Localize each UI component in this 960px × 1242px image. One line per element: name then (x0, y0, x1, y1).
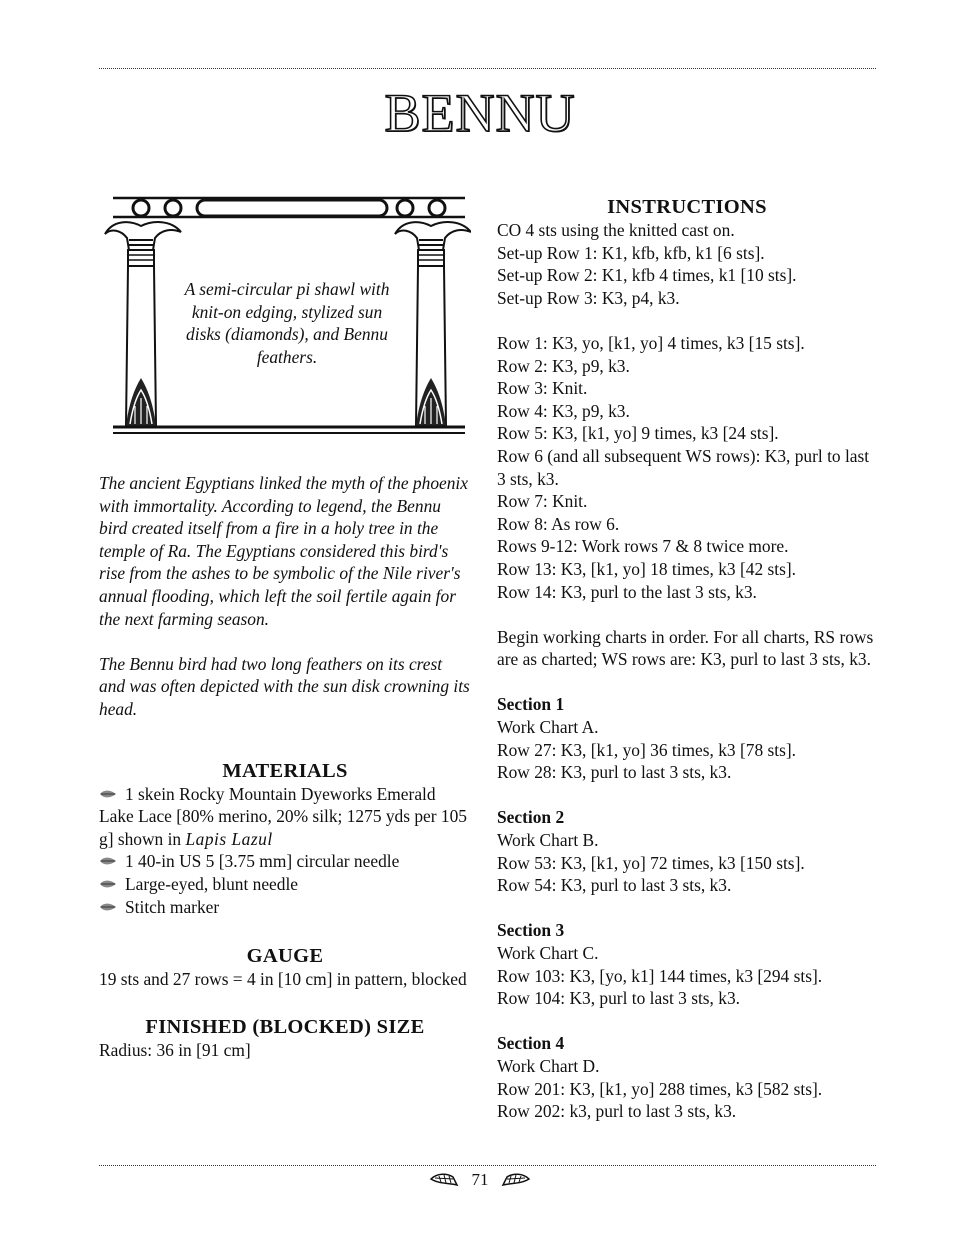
row-line: Row 7: Knit. (497, 491, 588, 512)
intro-paragraph-2: The Bennu bird had two long feathers on its crest and was often depicted with the sun disk crowning its head. (99, 653, 470, 719)
instructions-heading: INSTRUCTIONS (607, 196, 767, 218)
page-title: BENNU (384, 83, 576, 143)
row-line: Row 13: K3, [k1, yo] 18 times, k3 [42 sts]. (497, 558, 797, 579)
feather-bullet-icon (99, 902, 117, 912)
intro-paragraph-1: The ancient Egyptians linked the myth of the phoenix with immortality. According to legend, the Bennu bird created itself from a fire in a holy tree in the temple of Ra. The Egyptians considered this bird's rise from the ashes to be symbolic of the Nile river's annual flooding, which left the soil fertile again for the next farming season. (99, 473, 468, 629)
row-line: Row 14: K3, purl to the last 3 sts, k3. (497, 581, 757, 602)
materials-list (99, 783, 471, 919)
materials-item-text: Stitch marker (125, 896, 220, 917)
section-title: Section 3 (497, 920, 565, 941)
section-title: Section 2 (497, 807, 565, 828)
section-line: Work Chart C. (497, 943, 599, 963)
section-line: Row 53: K3, [k1, yo] 72 times, k3 [150 sts]. (497, 852, 805, 873)
row-line: Row 4: K3, p9, k3. (497, 400, 630, 421)
feather-bullet-icon (99, 879, 117, 889)
gauge-heading: GAUGE (246, 945, 324, 968)
section-line: Row 54: K3, purl to last 3 sts, k3. (497, 875, 732, 896)
setup-line: Set-up Row 3: K3, p4, k3. (497, 287, 680, 308)
section-line: Work Chart B. (497, 830, 599, 851)
materials-item-text: 1 40-in US 5 [3.75 mm] circular needle (125, 851, 400, 872)
materials-colorway: Lapis Lazul (185, 828, 273, 849)
setup-line: CO 4 sts using the knitted cast on. (497, 220, 735, 240)
section-line: Row 103: K3, [yo, k1] 144 times, k3 [294 sts]. (497, 965, 823, 986)
section-title: Section 1 (497, 694, 565, 715)
top-dotted-rule (99, 68, 876, 69)
materials-item (99, 896, 471, 919)
charts-note: Begin working charts in order. For all charts, RS rows are as charted; WS rows are: K3, purl to last 3 sts, k3. (497, 626, 874, 670)
materials-item (99, 783, 471, 851)
row-line: Row 5: K3, [k1, yo] 9 times, k3 [24 sts]. (497, 423, 779, 444)
section-title: Section 4 (497, 1033, 565, 1054)
right-column (497, 195, 877, 1123)
row-line: Row 8: As row 6. (497, 513, 620, 534)
frame-caption: A semi-circular pi shawl with knit-on edging, stylized sun disks (diamonds), and Bennu feathers. (184, 279, 390, 367)
row-line: Row 6 (and all subsequent WS rows): K3, purl to last 3 sts, k3. (497, 445, 870, 489)
section-line: Row 201: K3, [k1, yo] 288 times, k3 [582 sts]. (497, 1078, 823, 1099)
size-text: Radius: 36 in [91 cm] (99, 1039, 251, 1060)
materials-heading: MATERIALS (222, 759, 348, 782)
setup-line: Set-up Row 2: K1, kfb 4 times, k1 [10 sts]. (497, 265, 797, 286)
section-line: Row 202: k3, purl to last 3 sts, k3. (497, 1101, 737, 1122)
egyptian-columns-frame (99, 192, 471, 436)
section-line: Row 27: K3, [k1, yo] 36 times, k3 [78 sts]. (497, 739, 797, 760)
bottom-dotted-rule (99, 1165, 876, 1166)
materials-item-text: Large-eyed, blunt needle (125, 873, 299, 894)
materials-item (99, 850, 471, 873)
row-line: Row 1: K3, yo, [k1, yo] 4 times, k3 [15 sts]. (497, 332, 805, 353)
left-column (99, 192, 471, 1061)
row-line: Row 3: Knit. (497, 378, 588, 399)
page-number: 71 (471, 1170, 489, 1189)
feather-bullet-icon (99, 789, 117, 799)
size-heading: FINISHED (BLOCKED) SIZE (145, 1015, 425, 1038)
page-footer (0, 1170, 960, 1190)
feather-right-icon (501, 1171, 531, 1187)
materials-item-text: 1 skein Rocky Mountain Dyeworks Emerald Lake Lace [80% merino, 20% silk; 1275 yds per 105 g] shown in (99, 783, 468, 849)
gauge-text: 19 sts and 27 rows = 4 in [10 cm] in pattern, blocked (99, 969, 467, 990)
feather-left-icon (429, 1171, 459, 1187)
section-line: Work Chart D. (497, 1055, 600, 1076)
row-line: Rows 9-12: Work rows 7 & 8 twice more. (497, 536, 789, 557)
feather-bullet-icon (99, 856, 117, 866)
setup-line: Set-up Row 1: K1, kfb, kfb, k1 [6 sts]. (497, 242, 765, 263)
section-line: Row 104: K3, purl to last 3 sts, k3. (497, 988, 740, 1009)
materials-item (99, 873, 471, 896)
section-line: Work Chart A. (497, 717, 599, 738)
row-line: Row 2: K3, p9, k3. (497, 355, 630, 376)
section-line: Row 28: K3, purl to last 3 sts, k3. (497, 762, 732, 783)
